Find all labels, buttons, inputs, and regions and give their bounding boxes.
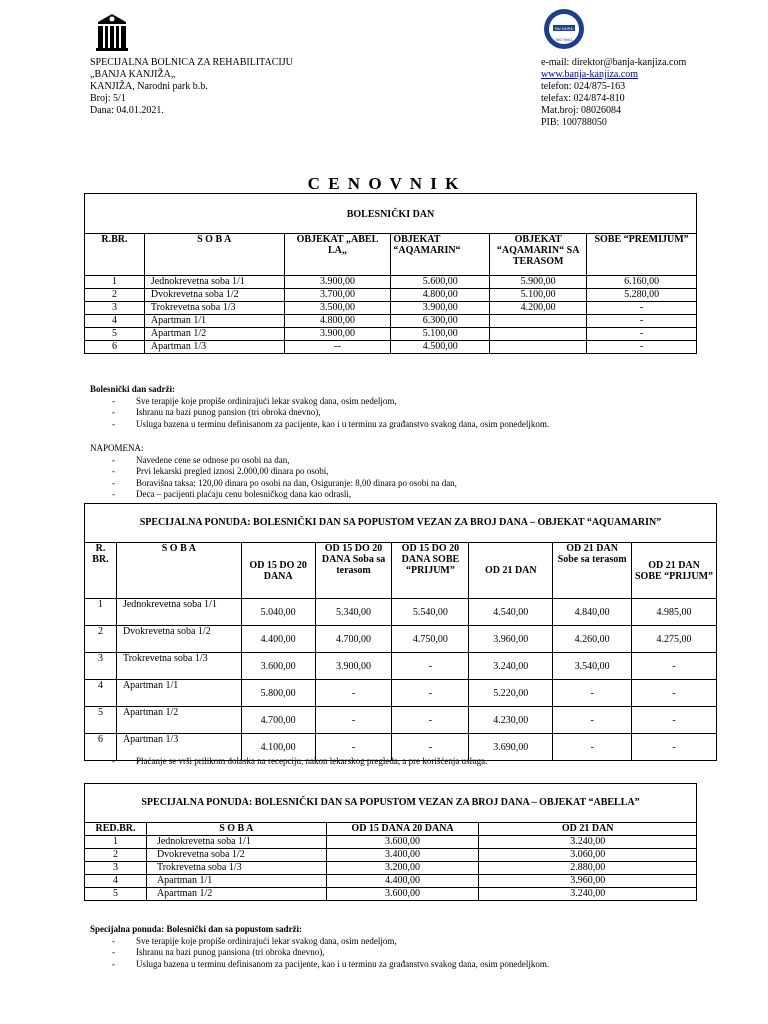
row-number: 4 [85, 875, 147, 888]
price-cell: - [632, 653, 717, 680]
price-cell: 6.160,00 [587, 276, 697, 289]
hospital-logo [94, 12, 130, 52]
price-cell: 5.040,00 [241, 599, 315, 626]
room-type: Apartman 1/2 [144, 328, 284, 341]
room-type: Dvokrevetna soba 1/2 [144, 289, 284, 302]
room-type: Apartman 1/1 [116, 680, 241, 707]
table2-header: OD 21 DAN Sobe sa terasom [553, 543, 632, 599]
row-number: 3 [85, 653, 117, 680]
price-cell [490, 315, 587, 328]
price-cell: - [392, 653, 469, 680]
table1-caption-box [84, 193, 697, 234]
price-cell: 4.260,00 [553, 626, 632, 653]
price-cell: 4.985,00 [632, 599, 717, 626]
cert-text: ISO 9001 [555, 37, 573, 42]
address-line: KANJIŽA, Narodni park b.b. [90, 81, 208, 92]
price-cell: 4.840,00 [553, 599, 632, 626]
table3-header: OD 15 DANA 20 DANA [326, 823, 479, 836]
price-cell: 5.100,00 [391, 328, 490, 341]
price-cell: - [315, 734, 392, 761]
table2-header: OD 15 DO 20 DANA SOBE “PRIJUM” [392, 543, 469, 599]
table1-row [85, 302, 697, 315]
special-offer-heading: Specijalna ponuda: Bolesnički dan sa popustom sadrži: [90, 924, 303, 934]
price-cell: 3.600,00 [326, 836, 479, 849]
price-cell: 3.600,00 [326, 888, 479, 901]
row-number: 4 [85, 315, 145, 328]
price-cell: -- [284, 341, 391, 354]
table3-row [85, 849, 697, 862]
list-item: - Navedene cene se odnose po osobi na dan, [90, 455, 730, 467]
list-item: - Plaćanje se vrši prilikom dolaska na recepciju, nakon lekarskog pregleda, a pre korišćenja usluga. [90, 756, 730, 768]
room-type: Trokrevetna soba 1/3 [116, 653, 241, 680]
price-cell: 4.700,00 [241, 707, 315, 734]
table1-row [85, 289, 697, 302]
price-cell: 5.900,00 [490, 276, 587, 289]
payment-note [90, 756, 730, 768]
room-type: Dvokrevetna soba 1/2 [146, 849, 326, 862]
included-services [90, 384, 730, 430]
price-cell: 4.230,00 [469, 707, 553, 734]
price-cell: 3.500,00 [284, 302, 391, 315]
row-number: 2 [85, 289, 145, 302]
website-link[interactable]: www.banja-kanjiza.com [541, 69, 639, 80]
room-type: Apartman 1/2 [146, 888, 326, 901]
row-number: 3 [85, 302, 145, 315]
price-cell: 3.690,00 [469, 734, 553, 761]
price-cell: 5.600,00 [391, 276, 490, 289]
list-item: - Usluga bazena u terminu definisanom za pacijente, kao i u terminu za građanstvo svakog dana, osim ponedeljkom. [90, 959, 730, 971]
table2-header: OD 21 DAN SOBE “PRIJUM” [632, 543, 717, 599]
row-number: 1 [85, 276, 145, 289]
table2 [84, 542, 717, 761]
row-number: 1 [85, 836, 147, 849]
price-cell: 4.400,00 [241, 626, 315, 653]
price-cell [490, 328, 587, 341]
room-type: Jednokrevetna soba 1/1 [146, 836, 326, 849]
table1-header: OBJEKAT “AQAMARIN“ [391, 234, 490, 276]
row-number: 2 [85, 849, 147, 862]
row-number: 3 [85, 862, 147, 875]
address-line: „BANJA KANJIŽA„ [90, 69, 176, 80]
list-item: - Sve terapije koje propiše ordinirajući lekar svakog dana, osim nedeljom, [90, 936, 730, 948]
price-cell: 5.280,00 [587, 289, 697, 302]
table2-caption: SPECIJALNA PONUDA: BOLESNIČKI DAN SA POPUSTOM VEZAN ZA BROJ DANA – OBJEKAT “AQUAMARIN” [139, 517, 662, 528]
fax: telefax: 024/874-810 [541, 93, 625, 104]
table1-header: OBJEKAT “AQAMARIN“ SA TERASOM [490, 234, 587, 276]
price-cell: 3.960,00 [469, 626, 553, 653]
table1-header: OBJEKAT „ABEL LA„ [284, 234, 391, 276]
price-cell: 5.100,00 [490, 289, 587, 302]
list-item: - Prvi lekarski pregled iznosi 2.000,00 dinara po osobi, [90, 466, 730, 478]
table1-header: S O B A [144, 234, 284, 276]
room-type: Apartman 1/2 [116, 707, 241, 734]
price-cell: 4.275,00 [632, 626, 717, 653]
price-cell: 3.600,00 [241, 653, 315, 680]
table1-row [85, 276, 697, 289]
table2-row [85, 680, 717, 707]
price-cell: 4.500,00 [391, 341, 490, 354]
table2-header: OD 15 DO 20 DANA [241, 543, 315, 599]
table2-row [85, 707, 717, 734]
table3-row [85, 836, 697, 849]
price-cell [490, 341, 587, 354]
price-cell: 4.400,00 [326, 875, 479, 888]
price-cell: 5.800,00 [241, 680, 315, 707]
list-item: - Usluga bazena u terminu definisanom za pacijente, kao i u terminu za građanstvo svakog dana, osim ponedeljkom. [90, 419, 730, 431]
room-type: Apartman 1/1 [144, 315, 284, 328]
room-type: Dvokrevetna soba 1/2 [116, 626, 241, 653]
price-cell: - [315, 680, 392, 707]
row-number: 5 [85, 707, 117, 734]
price-cell: 4.200,00 [490, 302, 587, 315]
price-cell: 3.900,00 [391, 302, 490, 315]
price-cell: 3.960,00 [479, 875, 697, 888]
price-cell: - [587, 302, 697, 315]
row-number: 5 [85, 888, 147, 901]
table2-caption-box [84, 503, 717, 543]
document-number: Broj: 5/1 [90, 93, 126, 104]
certification-seal [543, 8, 585, 50]
table1-caption: BOLESNIČKI DAN [346, 209, 435, 220]
table1-header: R.BR. [85, 234, 145, 276]
table3-row [85, 862, 697, 875]
table3-header: S O B A [146, 823, 326, 836]
price-cell: 3.900,00 [284, 328, 391, 341]
note-section [90, 443, 730, 501]
address-line: SPECIJALNA BOLNICA ZA REHABILITACIJU [90, 57, 293, 68]
list-item: - Boravišna taksa: 120,00 dinara po osobi na dan, Osiguranje: 8,00 dinara po osobi na dan, [90, 478, 730, 490]
price-cell: - [632, 734, 717, 761]
price-cell: - [553, 680, 632, 707]
table1 [84, 233, 697, 354]
hospital-address [90, 57, 293, 117]
room-type: Apartman 1/3 [144, 341, 284, 354]
price-cell: 3.240,00 [479, 888, 697, 901]
row-number: 6 [85, 341, 145, 354]
price-cell: - [587, 328, 697, 341]
email: e-mail: direktor@banja-kanjiza.com [541, 57, 687, 68]
price-cell: - [553, 707, 632, 734]
phone: telefon: 024/875-163 [541, 81, 626, 92]
row-number: 5 [85, 328, 145, 341]
price-cell: - [587, 341, 697, 354]
price-cell: - [632, 680, 717, 707]
table2-row [85, 599, 717, 626]
row-number: 6 [85, 734, 117, 761]
price-cell: 4.100,00 [241, 734, 315, 761]
table3 [84, 822, 697, 901]
price-cell: 5.540,00 [392, 599, 469, 626]
price-cell: 4.800,00 [391, 289, 490, 302]
price-cell: 3.700,00 [284, 289, 391, 302]
price-cell: 3.900,00 [315, 653, 392, 680]
table1-row [85, 315, 697, 328]
table3-caption-box [84, 783, 697, 823]
room-type: Apartman 1/3 [116, 734, 241, 761]
table2-row [85, 626, 717, 653]
list-item: - Sve terapije koje propiše ordinirajući lekar svakog dana, osim nedeljom, [90, 396, 730, 408]
table3-row [85, 888, 697, 901]
list-item: - Deca – pacijenti plaćaju cenu bolesničkog dana kao odrasli, [90, 489, 730, 501]
included-services-heading: Bolesnički dan sadrži: [90, 384, 176, 394]
price-cell: - [587, 315, 697, 328]
price-cell: - [392, 680, 469, 707]
room-type: Jednokrevetna soba 1/1 [116, 599, 241, 626]
table1-header: SOBE “PREMIJUM” [587, 234, 697, 276]
price-cell: 6.300,00 [391, 315, 490, 328]
table3-caption: SPECIJALNA PONUDA: BOLESNIČKI DAN SA POPUSTOM VEZAN ZA BROJ DANA – OBJEKAT “ABELLA” [141, 797, 640, 808]
price-cell: - [392, 707, 469, 734]
table2-header: R. BR. [85, 543, 117, 599]
row-number: 2 [85, 626, 117, 653]
table2-header: S O B A [116, 543, 241, 599]
room-type: Jednokrevetna soba 1/1 [144, 276, 284, 289]
price-cell: 3.060,00 [479, 849, 697, 862]
table1-row [85, 328, 697, 341]
contact-info [541, 57, 686, 129]
price-cell: - [392, 734, 469, 761]
price-cell: - [632, 707, 717, 734]
price-cell: 2.880,00 [479, 862, 697, 875]
document-date: Dana: 04.01.2021. [90, 105, 164, 116]
room-type: Trokrevetna soba 1/3 [146, 862, 326, 875]
special-offer-services [90, 924, 730, 970]
table1-row [85, 341, 697, 354]
row-number: 1 [85, 599, 117, 626]
table2-header: OD 15 DO 20 DANA Soba sa terasom [315, 543, 392, 599]
price-cell: 4.700,00 [315, 626, 392, 653]
room-type: Apartman 1/1 [146, 875, 326, 888]
table3-header: OD 21 DAN [479, 823, 697, 836]
list-item: - Ishranu na bazi punog pansion (tri obroka dnevno), [90, 407, 730, 419]
price-cell: 4.540,00 [469, 599, 553, 626]
price-cell: - [315, 707, 392, 734]
room-type: Trokrevetna soba 1/3 [144, 302, 284, 315]
note-heading: NAPOMENA: [90, 443, 144, 453]
price-cell: 3.240,00 [479, 836, 697, 849]
price-cell: 4.750,00 [392, 626, 469, 653]
table2-header: OD 21 DAN [469, 543, 553, 599]
price-cell: 3.400,00 [326, 849, 479, 862]
page-title: C E N O V N I K [307, 174, 461, 193]
price-cell: 3.900,00 [284, 276, 391, 289]
table3-row [85, 875, 697, 888]
price-cell: 3.240,00 [469, 653, 553, 680]
price-cell: 5.220,00 [469, 680, 553, 707]
price-cell: - [553, 734, 632, 761]
price-cell: 4.800,00 [284, 315, 391, 328]
list-item: - Ishranu na bazi punog pansiona (tri obroka dnevno), [90, 947, 730, 959]
table3-header: RED.BR. [85, 823, 147, 836]
pib: PIB: 100788050 [541, 117, 607, 128]
mat-broj: Mat.broj: 08026084 [541, 105, 621, 116]
svg-text:SW NORD: SW NORD [554, 26, 574, 31]
price-cell: 3.540,00 [553, 653, 632, 680]
price-cell: 3.200,00 [326, 862, 479, 875]
row-number: 4 [85, 680, 117, 707]
table2-row [85, 653, 717, 680]
price-cell: 5.340,00 [315, 599, 392, 626]
